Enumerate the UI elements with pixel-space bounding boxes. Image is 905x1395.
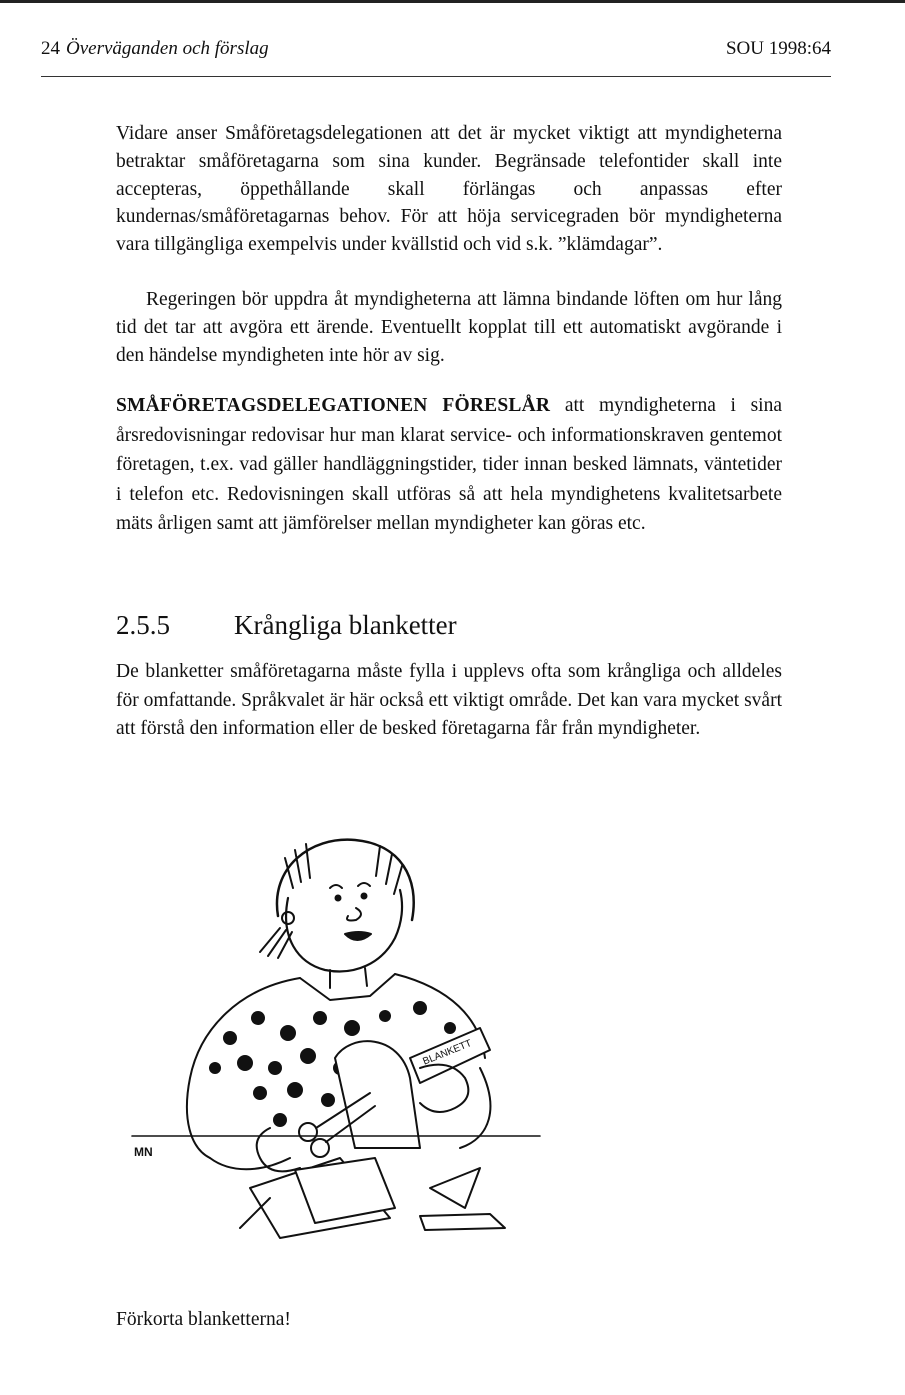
header-divider (41, 76, 831, 77)
header-left (41, 38, 269, 60)
woman-cutting-forms-illustration (120, 828, 550, 1258)
section-number: 2.5.5 (116, 610, 170, 640)
paragraph-3: De blanketter småföretagarna måste fylla i upplevs ofta som krångliga och alldeles för omfattande. Språkvalet är här också ett viktigt område. Det kan vara mycket svårt att förstå den information eller de besked företagarna får från myndigheter. (116, 661, 782, 739)
illustration-caption: Förkorta blanketterna! (116, 1309, 291, 1330)
report-id: SOU 1998:64 (725, 38, 831, 59)
proposal-text: att myndigheterna i sina årsredovisningar redovisar hur man klarat service- och informationskraven gentemot företagen, t.ex. vad gäller handläggningstider, tider innan besked lämnats, väntetider i telefon etc. Redovisningen skall utföras så att hela myndighetens kvalitetsarbete mäts årligen samt att jämförelser mellan myndigheter kan göras etc. (116, 395, 782, 534)
paragraph-1: Vidare anser Småföretagsdelegationen att det är mycket viktigt att myndigheterna betraktar småföretagarna som sina kunder. Begränsade telefontider skall inte accepteras, öppethållande skall förlängas och anpassas efter kundernas/småföretagarnas behov. För att höja servicegraden bör myndigheterna vara tillgängliga exempelvis under kvällstid och vid s.k. ”klämdagar”. (116, 123, 782, 256)
page-header (41, 38, 831, 68)
paragraph-2: Regeringen bör uppdra åt myndigheterna att lämna bindande löften om hur lång tid det tar att avgöra ett ärende. Eventuellt kopplat till ett automatiskt avgörande i den händelse myndigheten inte hör av sig. (116, 289, 782, 366)
section-heading (116, 610, 457, 641)
form-label: BLANKETT (421, 1038, 474, 1068)
section-title: Krångliga blanketter (234, 610, 457, 640)
page-number: 24 (41, 38, 60, 59)
top-border (0, 0, 905, 3)
proposal-lead: SMÅFÖRETAGSDELEGATIONEN FÖRESLÅR (116, 395, 551, 416)
proposal-paragraph (116, 391, 782, 539)
artist-signature: MN (134, 1145, 153, 1159)
section-name: Överväganden och förslag (66, 38, 269, 59)
